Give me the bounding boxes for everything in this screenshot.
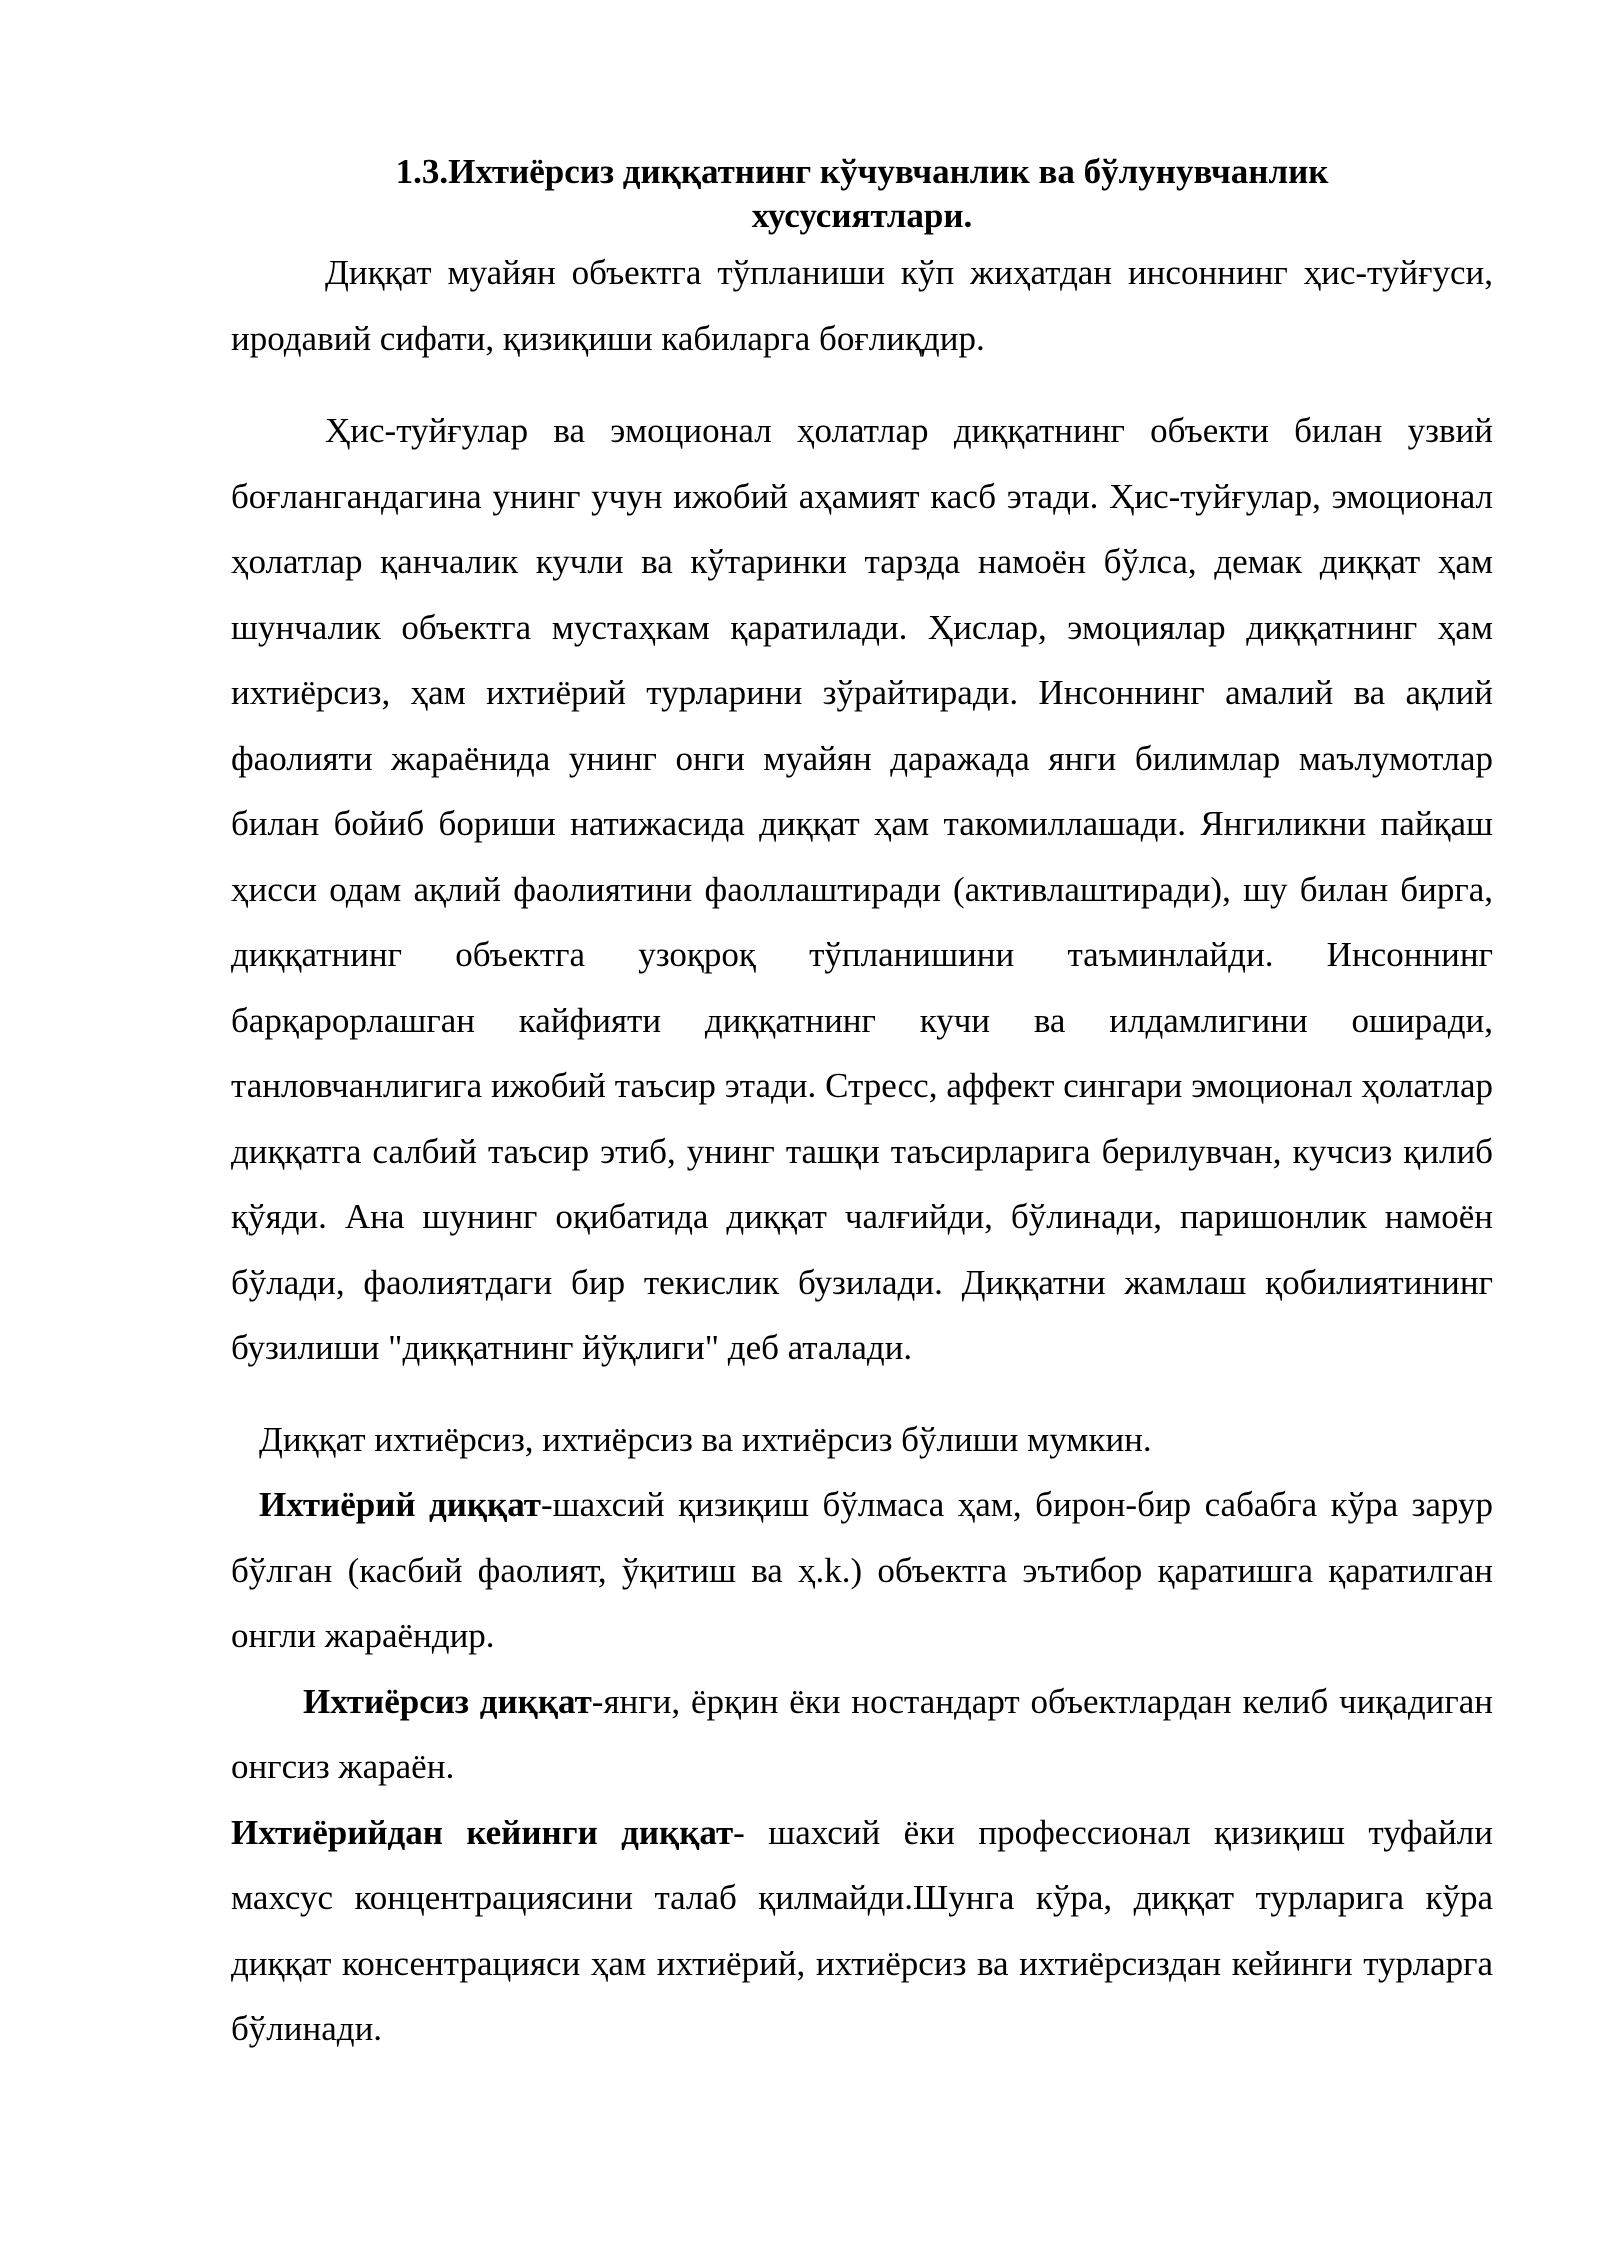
paragraph-post-voluntary-attention: [231, 1800, 1493, 2062]
section-title-line-2: хусусиятлари.: [751, 196, 973, 235]
paragraph-attention-types: Диққат ихтиёрсиз, ихтиёрсиз ва ихтиёрсиз бўлиши мумкин.: [259, 1419, 1152, 1459]
term-involuntary-attention: Ихтиёрсиз диққат: [303, 1681, 592, 1721]
paragraph-involuntary-attention: [231, 1669, 1493, 1800]
document-page: [231, 150, 1493, 2062]
section-title: [231, 150, 1493, 238]
definition-post-voluntary-attention: - шахсий ёки профессионал қизиқиш туфайли махсус концентрациясини талаб қилмайди.Шунга кўра, диққат турларига кўра диққат консентрацияси ҳам ихтиёрий, ихтиёрсиз ва ихтиёрсиздан кейинги турларга бўлинади.: [231, 1812, 1493, 2048]
term-voluntary-attention: Ихтиёрий диққат: [259, 1485, 542, 1524]
section-title-line-1: 1.3.Ихтиёрсиз диққатнинг кўчувчанлик ва бўлунувчанлик: [395, 152, 1329, 191]
definition-voluntary-attention: -шахсий қизиқиш бўлмаса ҳам, бирон-бир сабабга кўра зарур бўлган (касбий фаолият, ўқитиш ва ҳ.k.) объектга эътибор қаратишга қаратилган онгли жараёндир.: [231, 1485, 1493, 1655]
paragraph-intro: Диққат муайян объектга тўпланиши кўп жиҳатдан инсоннинг ҳис-туйғуси, иродавий сифати, қизиқиши кабиларга боғлиқдир.: [231, 253, 1493, 358]
definition-involuntary-attention: -янги, ёрқин ёки ностандарт объектлардан келиб чиқадиган онгсиз жараён.: [231, 1681, 1493, 1786]
paragraph-emotions: Ҳис-туйғулар ва эмоционал ҳолатлар диққатнинг объекти билан узвий боғлангандагина унинг учун ижобий аҳамият касб этади. Ҳис-туйғулар, эмоционал ҳолатлар қанчалик кучли ва кўтаринки тарзда намоён бўлса, демак диққат ҳам шунчалик объектга мустаҳкам қаратилади. Ҳислар, эмоциялар диққатнинг ҳам ихтиёрсиз, ҳам ихтиёрий турларини зўрайтиради. Инсоннинг амалий ва ақлий фаолияти жараёнида унинг онги муайян даражада янги билимлар маълумотлар билан бойиб бориши натижасида диққат ҳам такомиллашади. Янгиликни пайқаш ҳисси одам ақлий фаолиятини фаоллаштиради (активлаштиради), шу билан бирга, диққатнинг объектга узоқроқ тўпланишини таъминлайди. Инсоннинг барқарорлашган кайфияти диққатнинг кучи ва илдамлигини оширади, танловчанлигига ижобий таъсир этади. Стресс, аффект сингари эмоционал ҳолатлар диққатга салбий таъсир этиб, унинг ташқи таъсирларига берилувчан, кучсиз қилиб қўяди. Ана шунинг оқибатида диққат чалғийди, бўлинади, паришонлик намоён бўлади, фаолиятдаги бир текислик бузилади. Диққатни жамлаш қобилиятининг бузилиши "диққатнинг йўқлиги" деб аталади.: [231, 411, 1493, 1367]
paragraph-voluntary-attention: [231, 1472, 1493, 1669]
term-post-voluntary-attention: Ихтиёрийдан кейинги диққат: [231, 1812, 734, 1852]
